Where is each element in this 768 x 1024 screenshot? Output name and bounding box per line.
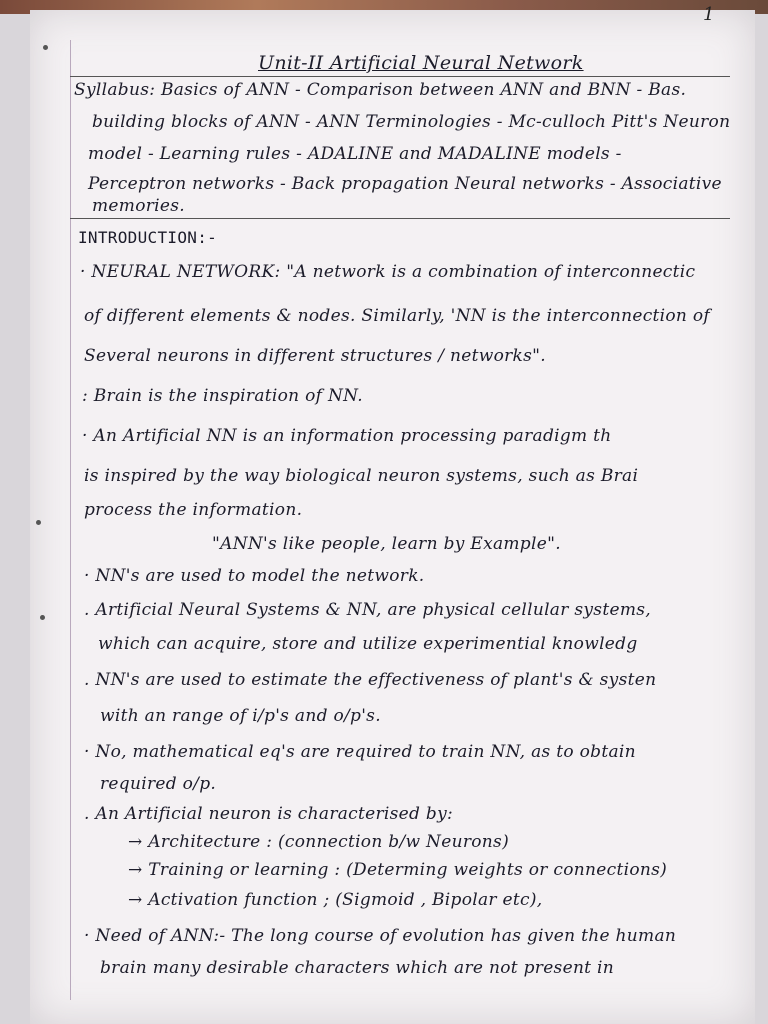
syllabus-line: memories. [92, 196, 185, 216]
body-line: brain many desirable characters which are not present in [100, 958, 615, 978]
divider-line [70, 218, 730, 219]
syllabus-line: model - Learning rules - ADALINE and MADALINE models - [88, 144, 622, 164]
quote-line: "ANN's like people, learn by Example". [212, 534, 561, 554]
list-line: → Activation function ; (Sigmoid , Bipolar etc), [128, 890, 543, 910]
body-line: . Artificial Neural Systems & NN, are physical cellular systems, [84, 600, 651, 620]
body-line: · NN's are used to model the network. [84, 566, 425, 586]
body-line: Several neurons in different structures / networks". [84, 346, 546, 366]
divider-line [70, 76, 730, 77]
body-line: required o/p. [100, 774, 217, 794]
body-line: · An Artificial NN is an information processing paradigm th [82, 426, 612, 446]
syllabus-line: Perceptron networks - Back propagation Neural networks - Associative [88, 174, 722, 194]
body-line: . NN's are used to estimate the effectiveness of plant's & systen [84, 670, 657, 690]
intro-heading: INTRODUCTION:- [78, 228, 218, 247]
body-line: with an range of i/p's and o/p's. [100, 706, 381, 726]
body-line: . An Artificial neuron is characterised by: [84, 804, 454, 824]
body-line: which can acquire, store and utilize experimential knowledg [98, 634, 638, 654]
punch-hole [36, 520, 41, 525]
body-line: · NEURAL NETWORK: "A network is a combination of interconnectic [80, 262, 696, 282]
unit-title: Unit-II Artificial Neural Network [258, 52, 584, 74]
body-line: · No, mathematical eq's are required to train NN, as to obtain [84, 742, 636, 762]
body-line: of different elements & nodes. Similarly, 'NN is the interconnection of [84, 306, 710, 326]
body-line: process the information. [84, 500, 303, 520]
margin-line [70, 40, 71, 1000]
punch-hole [43, 45, 48, 50]
list-line: → Architecture : (connection b/w Neurons) [128, 832, 510, 852]
punch-hole [40, 615, 45, 620]
body-line: is inspired by the way biological neuron systems, such as Brai [84, 466, 639, 486]
body-line: · Need of ANN:- The long course of evolution has given the human [84, 926, 677, 946]
syllabus-line: building blocks of ANN - ANN Terminologies - Mc-culloch Pitt's Neuron [92, 112, 731, 132]
page-number: 1 [703, 4, 715, 25]
body-line: : Brain is the inspiration of NN. [82, 386, 363, 406]
syllabus-line: Syllabus: Basics of ANN - Comparison between ANN and BNN - Bas. [74, 80, 687, 100]
list-line: → Training or learning : (Determing weights or connections) [128, 860, 668, 880]
